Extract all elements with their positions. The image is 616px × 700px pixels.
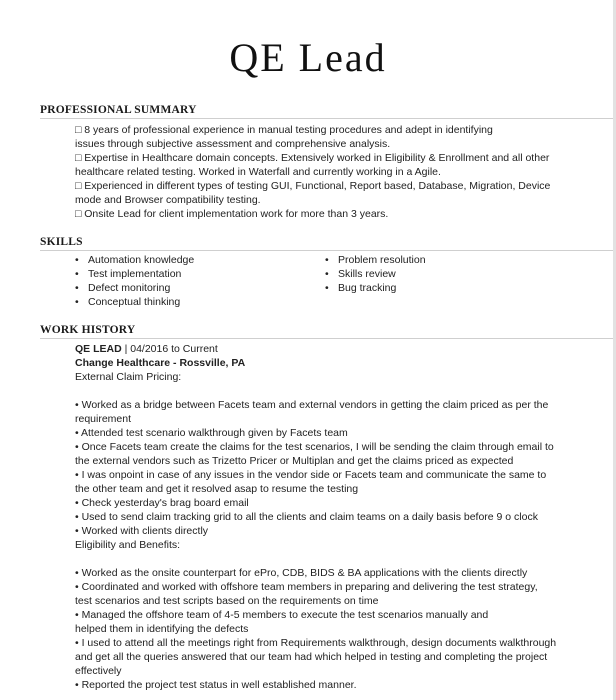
resume-title: QE Lead	[229, 35, 387, 80]
job-description-line: requirement	[75, 413, 132, 425]
job-description-line: the external vendors such as Trizetto Pricer or Multiplan and get the claims priced as expected	[75, 455, 514, 467]
skill-item: • Skills review	[325, 267, 426, 281]
summary-line: healthcare related testing. Worked in Waterfall and currently working in a Agile.	[75, 166, 441, 178]
skill-item: • Bug tracking	[325, 281, 426, 295]
summary-line: □ Experienced in different types of testing GUI, Functional, Report based, Database, Migration, Device	[75, 180, 551, 192]
skill-item: • Test implementation	[75, 267, 194, 281]
job-company: Change Healthcare - Rossville, PA	[75, 357, 246, 369]
summary-line: mode and Browser compatibility testing.	[75, 194, 261, 206]
job-description-line: Eligibility and Benefits:	[75, 539, 181, 551]
job-description-line: • Used to send claim tracking grid to all the clients and claim teams on a daily basis before 9 o clock	[75, 511, 538, 523]
job-description-line	[75, 552, 556, 566]
summary-heading: PROFESSIONAL SUMMARY	[40, 104, 197, 116]
job-description-line: effectively	[75, 665, 122, 677]
work-history-divider	[40, 338, 613, 339]
job-description-line: • Attended test scenario walkthrough given by Facets team	[75, 427, 348, 439]
job-description-line: • Worked with clients directly	[75, 525, 209, 537]
job-description-line: • Managed the offshore team of 4-5 members to execute the test scenarios manually and	[75, 609, 489, 621]
skills-list-left	[75, 253, 194, 309]
work-history-heading: WORK HISTORY	[40, 324, 136, 336]
summary-line: □ Expertise in Healthcare domain concepts. Extensively worked in Eligibility & Enrollment and all other	[75, 152, 550, 164]
skill-item: • Conceptual thinking	[75, 295, 194, 309]
job-entry	[75, 342, 556, 692]
summary-line: □ Onsite Lead for client implementation work for more than 3 years.	[75, 208, 389, 220]
job-description-line: • Reported the project test status in well established manner.	[75, 679, 357, 691]
job-description-line: test scenarios and test scripts based on the requirements on time	[75, 595, 379, 607]
summary-line: issues through subjective assessment and comprehensive analysis.	[75, 138, 391, 150]
job-description-line: helped them in identifying the defects	[75, 623, 249, 635]
job-description-line: • I was onpoint in case of any issues in the vendor side or Facets team and communicate the same to	[75, 469, 547, 481]
job-description-line: • Coordinated and worked with offshore team members in preparing and delivering the test strategy,	[75, 581, 538, 593]
summary-line: □ 8 years of professional experience in manual testing procedures and adept in identifying	[75, 124, 493, 136]
job-description-line: and get all the queries answered that our team had which helped in testing and completing the project	[75, 651, 548, 663]
skills-divider	[40, 250, 613, 251]
job-description	[75, 370, 556, 692]
job-description-line: • Worked as the onsite counterpart for ePro, CDB, BIDS & BA applications with the clients directly	[75, 567, 528, 579]
job-description-line	[75, 384, 556, 398]
job-title: QE LEAD	[75, 343, 122, 355]
job-description-line: the other team and get it resolved asap to resume the testing	[75, 483, 359, 495]
skill-item: • Problem resolution	[325, 253, 426, 267]
job-header	[75, 342, 556, 356]
job-description-line: External Claim Pricing:	[75, 371, 182, 383]
skill-item: • Automation knowledge	[75, 253, 194, 267]
skills-list-right	[325, 253, 426, 295]
job-dates: | 04/2016 to Current	[121, 343, 218, 355]
summary-divider	[40, 118, 613, 119]
skill-item: • Defect monitoring	[75, 281, 194, 295]
job-description-line: • Once Facets team create the claims for the test scenarios, I will be sending the claim through email to	[75, 441, 554, 453]
skills-heading: SKILLS	[40, 236, 83, 248]
job-description-line: • Check yesterday's brag board email	[75, 497, 249, 509]
summary-body	[75, 123, 550, 221]
job-description-line: • Worked as a bridge between Facets team and external vendors in getting the claim priced as per the	[75, 399, 549, 411]
job-description-line: • I used to attend all the meetings right from Requirements walkthrough, design documents walkthrough	[75, 637, 557, 649]
